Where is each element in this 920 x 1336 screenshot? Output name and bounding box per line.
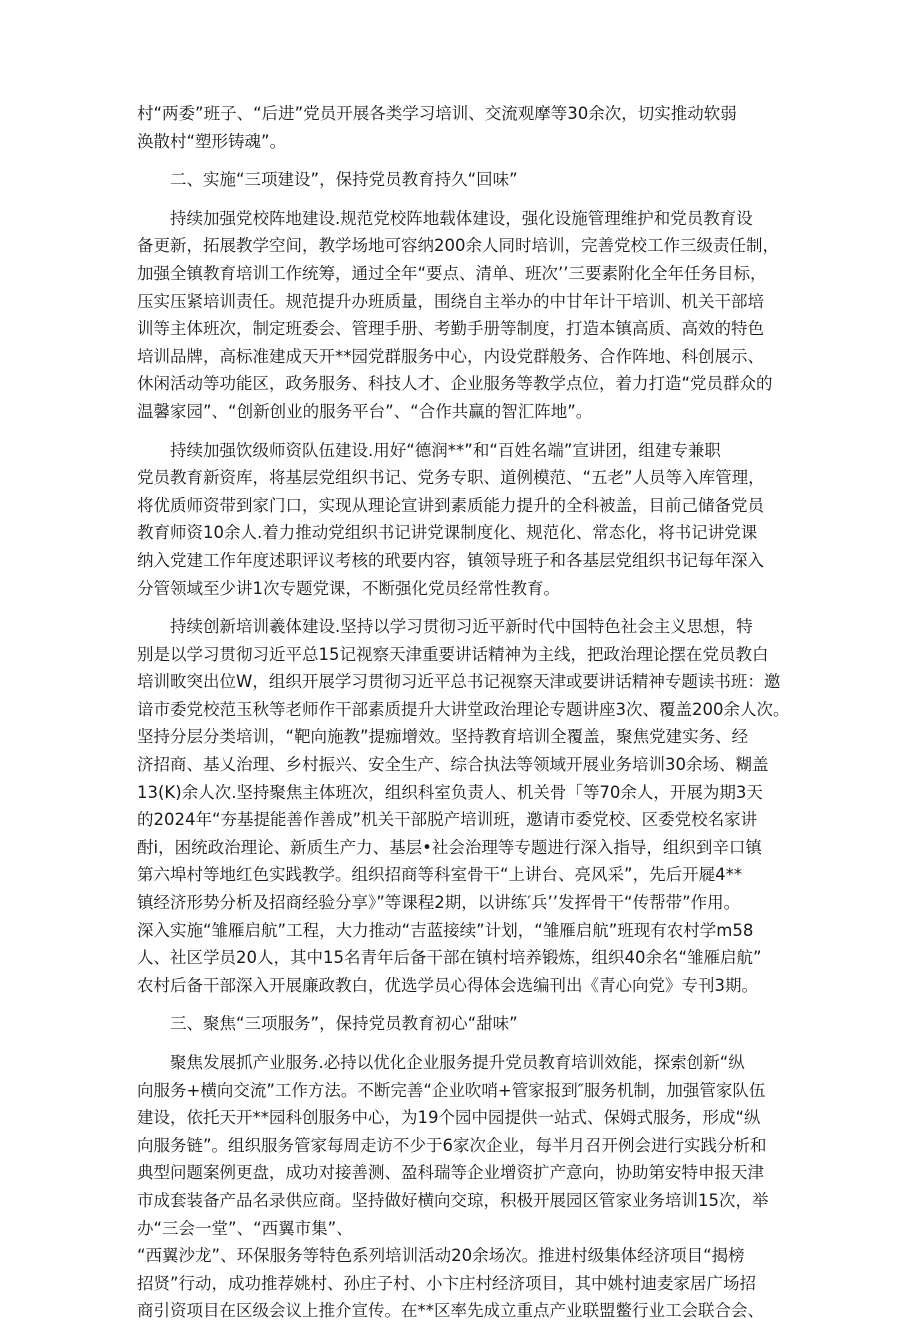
text-line: 培训品牌，高标准建成天开**园党群服务中心，内设党群般务、合作阵地、科创展示、 bbox=[137, 346, 764, 366]
body-paragraph bbox=[137, 205, 793, 426]
text-line: 深入实施“雏雁启航”工程，大力推动“吉蓝接续”计划，“雏雁启航”班现有农村学m58 bbox=[137, 920, 754, 940]
text-line: 压实压紧培训责任。规范提升办班质量，围绕自主举办的中甘年计干培训、机关干部培 bbox=[137, 291, 764, 311]
text-line: 备更新，拓展教学空间，教学场地可容纳200余人同时培训，完善党校工作三级责任制， bbox=[137, 236, 779, 256]
text-line: 市成套装备产品名录供应商。坚持做好横向交琼，积极开展园区管家业务培训15次，举 bbox=[137, 1190, 769, 1210]
text-line: 人、社区学员20人，其中15名青年后备干部在镇村培养锻炼，组织40余名“雏雁启航” bbox=[137, 948, 762, 968]
text-line: 酎i，困统政治理论、新质生产力、基层•社会治理等专题进行深入指导，组织到辛口镇 bbox=[137, 837, 762, 857]
body-paragraph bbox=[137, 437, 793, 603]
text-line: 济招商、基乂治理、乡村振兴、安全生产、综合执法等领域开展业务培训30余场、糊盖 bbox=[137, 755, 769, 775]
text-line: 的2024年“夯基提能善作善成”机关干部脱产培训班，邀请市委党校、区委党校名家讲 bbox=[137, 810, 758, 830]
text-line: 第六埠村等地红色实践教学。组织招商等科室骨干“上讲台、亮风采”，先后开屣4** bbox=[137, 865, 743, 885]
text-line: 将优质师资带到家门口，实现从理论宣讲到素质能力提升的全科被盖，目前己储备党员 bbox=[137, 495, 764, 515]
section-heading bbox=[137, 1010, 793, 1038]
text-line: 持续加强饮级师资队伍建设.用好“德润**”和“百姓名端”宣讲团，组建专兼职 bbox=[170, 440, 721, 460]
text-line: 涣散村“塑形铸魂”。 bbox=[137, 131, 287, 151]
text-line: 招贤”行动，成功推荐姚村、孙庄子村、小卞庄村经济项目，其中姚村迪麦家居广场招 bbox=[137, 1273, 757, 1293]
text-line: 党员教育新资库，将基层党组织书记、党务专职、道例模范、“五老”人员等入库管理， bbox=[137, 468, 765, 488]
document-body bbox=[137, 100, 793, 1336]
body-paragraph bbox=[137, 100, 793, 155]
text-line: 办“三会一堂”、“西翼市集”、 bbox=[137, 1218, 353, 1238]
text-line: “西翼沙龙”、环保服务等特色系列培训活动20余场次。推进村级集体经济项目“揭榜 bbox=[137, 1246, 745, 1266]
text-line: 镇经济形势分析及招商经验分享》”等课程2期，以讲练′兵’’发挥骨干“传帮带”作用。 bbox=[137, 893, 741, 913]
text-line: 培训畋突出位W，组织开展学习贯彻习近平总书记视察天津或要讲话精神专题读书班：邀 bbox=[137, 672, 781, 692]
text-line: 坚持分层分类培训，“靶向施教”提痂增效。坚持教育培训全覆盖，聚焦党建实务、经 bbox=[137, 727, 749, 747]
text-line: 13(K)余人次.坚持聚焦主体班次，组织科室负责人、机关骨「等70余人，开展为期3天 bbox=[137, 782, 763, 802]
text-line: 分管领域至少讲1次专题党课，不断强化党员经常性教育。 bbox=[137, 578, 560, 598]
text-line: 别是以学习贯彻习近平总15记视察天津重要讲话精神为主线，把政治理论摆在党员教白 bbox=[137, 644, 769, 664]
text-line: 教育师资10余人.着力推动党组织书记讲党课制度化、规范化、常态化，将书记讲党课 bbox=[137, 523, 758, 543]
text-line: 村“两委”班子、“后进”党员开展各类学习培训、交流观摩等30余次，切实推动软弱 bbox=[137, 104, 737, 123]
section-heading bbox=[137, 166, 793, 194]
text-line: 聚焦发展抓产业服务.必持以优化企业服务提升党员教育培训效能，探索创新“纵 bbox=[170, 1053, 745, 1072]
text-line: 训等主体班次，制定班委会、管理手册、考勤手册等制度，打造本镇高质、高效的特色 bbox=[137, 319, 764, 339]
text-line: 休闲活动等功能区，政务服务、科技人才、企业服务等教学点位，着力打造“党员群众的 bbox=[137, 374, 773, 394]
text-line: 持续创新培训羲体建设.坚持以学习贯彻习近平新时代中国特色社会主义思想，特 bbox=[170, 617, 753, 637]
text-line: 建设，依托天开**园科创服务中心，为19个园中园提供一站式、保姆式服务，形成“纵 bbox=[137, 1108, 761, 1128]
text-line: 持续加强党校阵地建设.规范党校阵地载体建设，强化设施管理维护和党员教育设 bbox=[170, 208, 753, 228]
text-line: 谙市委党校范玉秋等老师作干部素质提升大讲堂政治理论专题讲座3次、覆盖200余人次。 bbox=[137, 699, 790, 719]
text-line: 农村后备干部深入开展廉政教白，优选学员心得体会选编刊出《青心向党》专刊3期。 bbox=[137, 975, 758, 995]
body-paragraph bbox=[137, 1049, 793, 1325]
body-paragraph bbox=[137, 613, 793, 999]
text-line: 加强全镇教育培训工作统筹，通过全年“要点、清单、班次’’三要素附化全年任务目标， bbox=[137, 263, 767, 283]
text-line: 温馨家园”、“创新创业的服务平台”、“合作共赢的智汇阵地”。 bbox=[137, 401, 593, 421]
text-line: 三、聚焦“三项服务”，保持党员教育初心“甜味” bbox=[170, 1014, 518, 1034]
text-line: 向服务+横向交流”工作方法。不断完善“企业吹哨+管家报到″服务机制，加强管家队伍 bbox=[137, 1080, 766, 1100]
text-line: 纳入党建工作年度述职评议考核的玳要内容，镇领导班子和各基层党组织书记每年深入 bbox=[137, 550, 764, 570]
text-line: 向服务链”。组织服务管家每周走访不少于6家次企业，每半月召开例会进行实践分析和 bbox=[137, 1135, 767, 1155]
text-line: 典型问题案例更盘，成功对接善测、盈科瑞等企业增资扩产意向，协助第安特申报天津 bbox=[137, 1163, 764, 1183]
text-line: 商引资项目在区级会议上推介宣传。在**区率先成立重点产业联盟鳖行业工会联合会、 bbox=[137, 1301, 764, 1321]
text-line: 二、实施“三项建设”，保持党员教育持久“回味” bbox=[170, 170, 518, 190]
